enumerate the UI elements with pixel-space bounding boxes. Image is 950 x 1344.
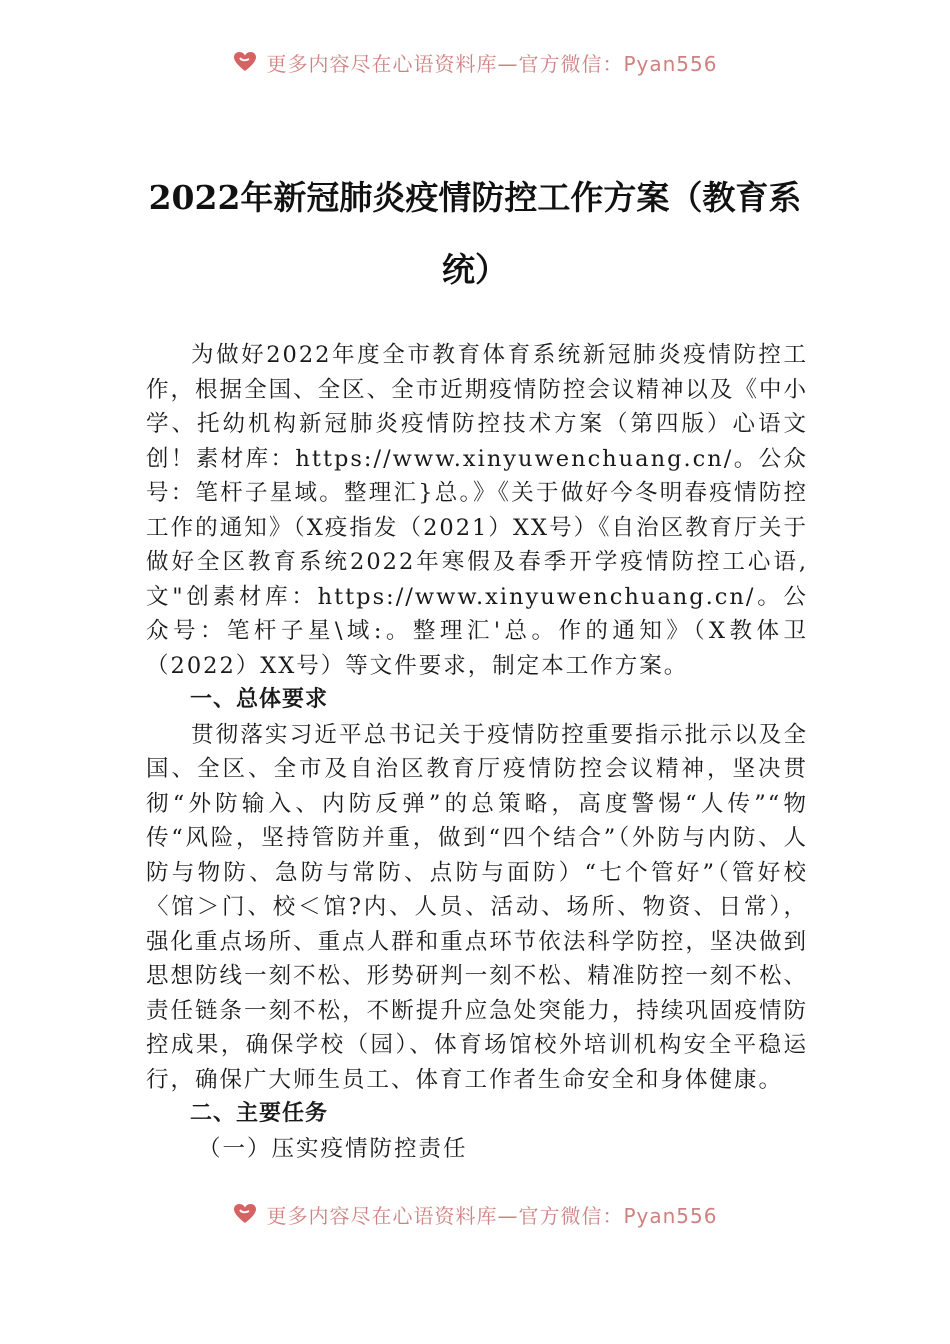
intro-paragraph: 为做好2022年度全市教育体育系统新冠肺炎疫情防控工作，根据全国、全区、全市近期疫情防控会议精神以及《中小学、托幼机构新冠肺炎疫情防控技术方案（第四版）心语文创！素材库：https://www.xinyuwenchuang.cn/。公众号：笔杆子星域。整理汇}总。》《关于做好今冬明春疫情防控工作的通知》（X疫指发（2021）XX号）《自治区教育厅关于做好全区教育系统2022年寒假及春季开学疫情防控工心语,文"创素材库：https://www.xinyuwenchuang.cn/。公众号：笔杆子星\域:。整理汇'总。作的通知》（X教体卫（2022）XX号）等文件要求，制定本工作方案。 bbox=[146, 342, 808, 679]
document-title: 2022年新冠肺炎疫情防控工作方案（教育系统） bbox=[148, 178, 802, 289]
heart-logo-icon bbox=[232, 1204, 258, 1227]
watermark-text: 更多内容尽在心语资料库—官方微信：Pyan556 bbox=[266, 52, 718, 76]
section-1-heading: 一、总体要求 bbox=[190, 687, 329, 712]
section-2-subheading-1: （一）压实疫情防控责任 bbox=[198, 1135, 468, 1162]
watermark-text: 更多内容尽在心语资料库—官方微信：Pyan556 bbox=[266, 1204, 718, 1228]
section-2-heading: 二、主要任务 bbox=[190, 1101, 329, 1126]
section-1-paragraph: 贯彻落实习近平总书记关于疫情防控重要指示批示以及全国、全区、全市及自治区教育厅疫情防控会议精神，坚决贯彻“外防输入、内防反弹”的总策略，高度警惕“人传”“物传“风险，坚持管防并重，做到“四个结合”（外防与内防、人防与物防、急防与常防、点防与面防）“七个管好”（管好校〈馆＞门、校＜馆?内、人员、活动、场所、物资、日常），强化重点场所、重点人群和重点环节依法科学防控，坚决做到思想防线一刻不松、形势研判一刻不松、精准防控一刻不松、责任链条一刻不松，不断提升应急处突能力，持续巩固疫情防控成果，确保学校（园）、体育场馆校外培训机构安全平稳运行，确保广大师生员工、体育工作者生命安全和身体健康。 bbox=[146, 721, 808, 1093]
footer-watermark bbox=[0, 1204, 950, 1236]
document-body bbox=[146, 338, 808, 1166]
header-watermark bbox=[0, 52, 950, 84]
heart-logo-icon bbox=[232, 52, 258, 75]
